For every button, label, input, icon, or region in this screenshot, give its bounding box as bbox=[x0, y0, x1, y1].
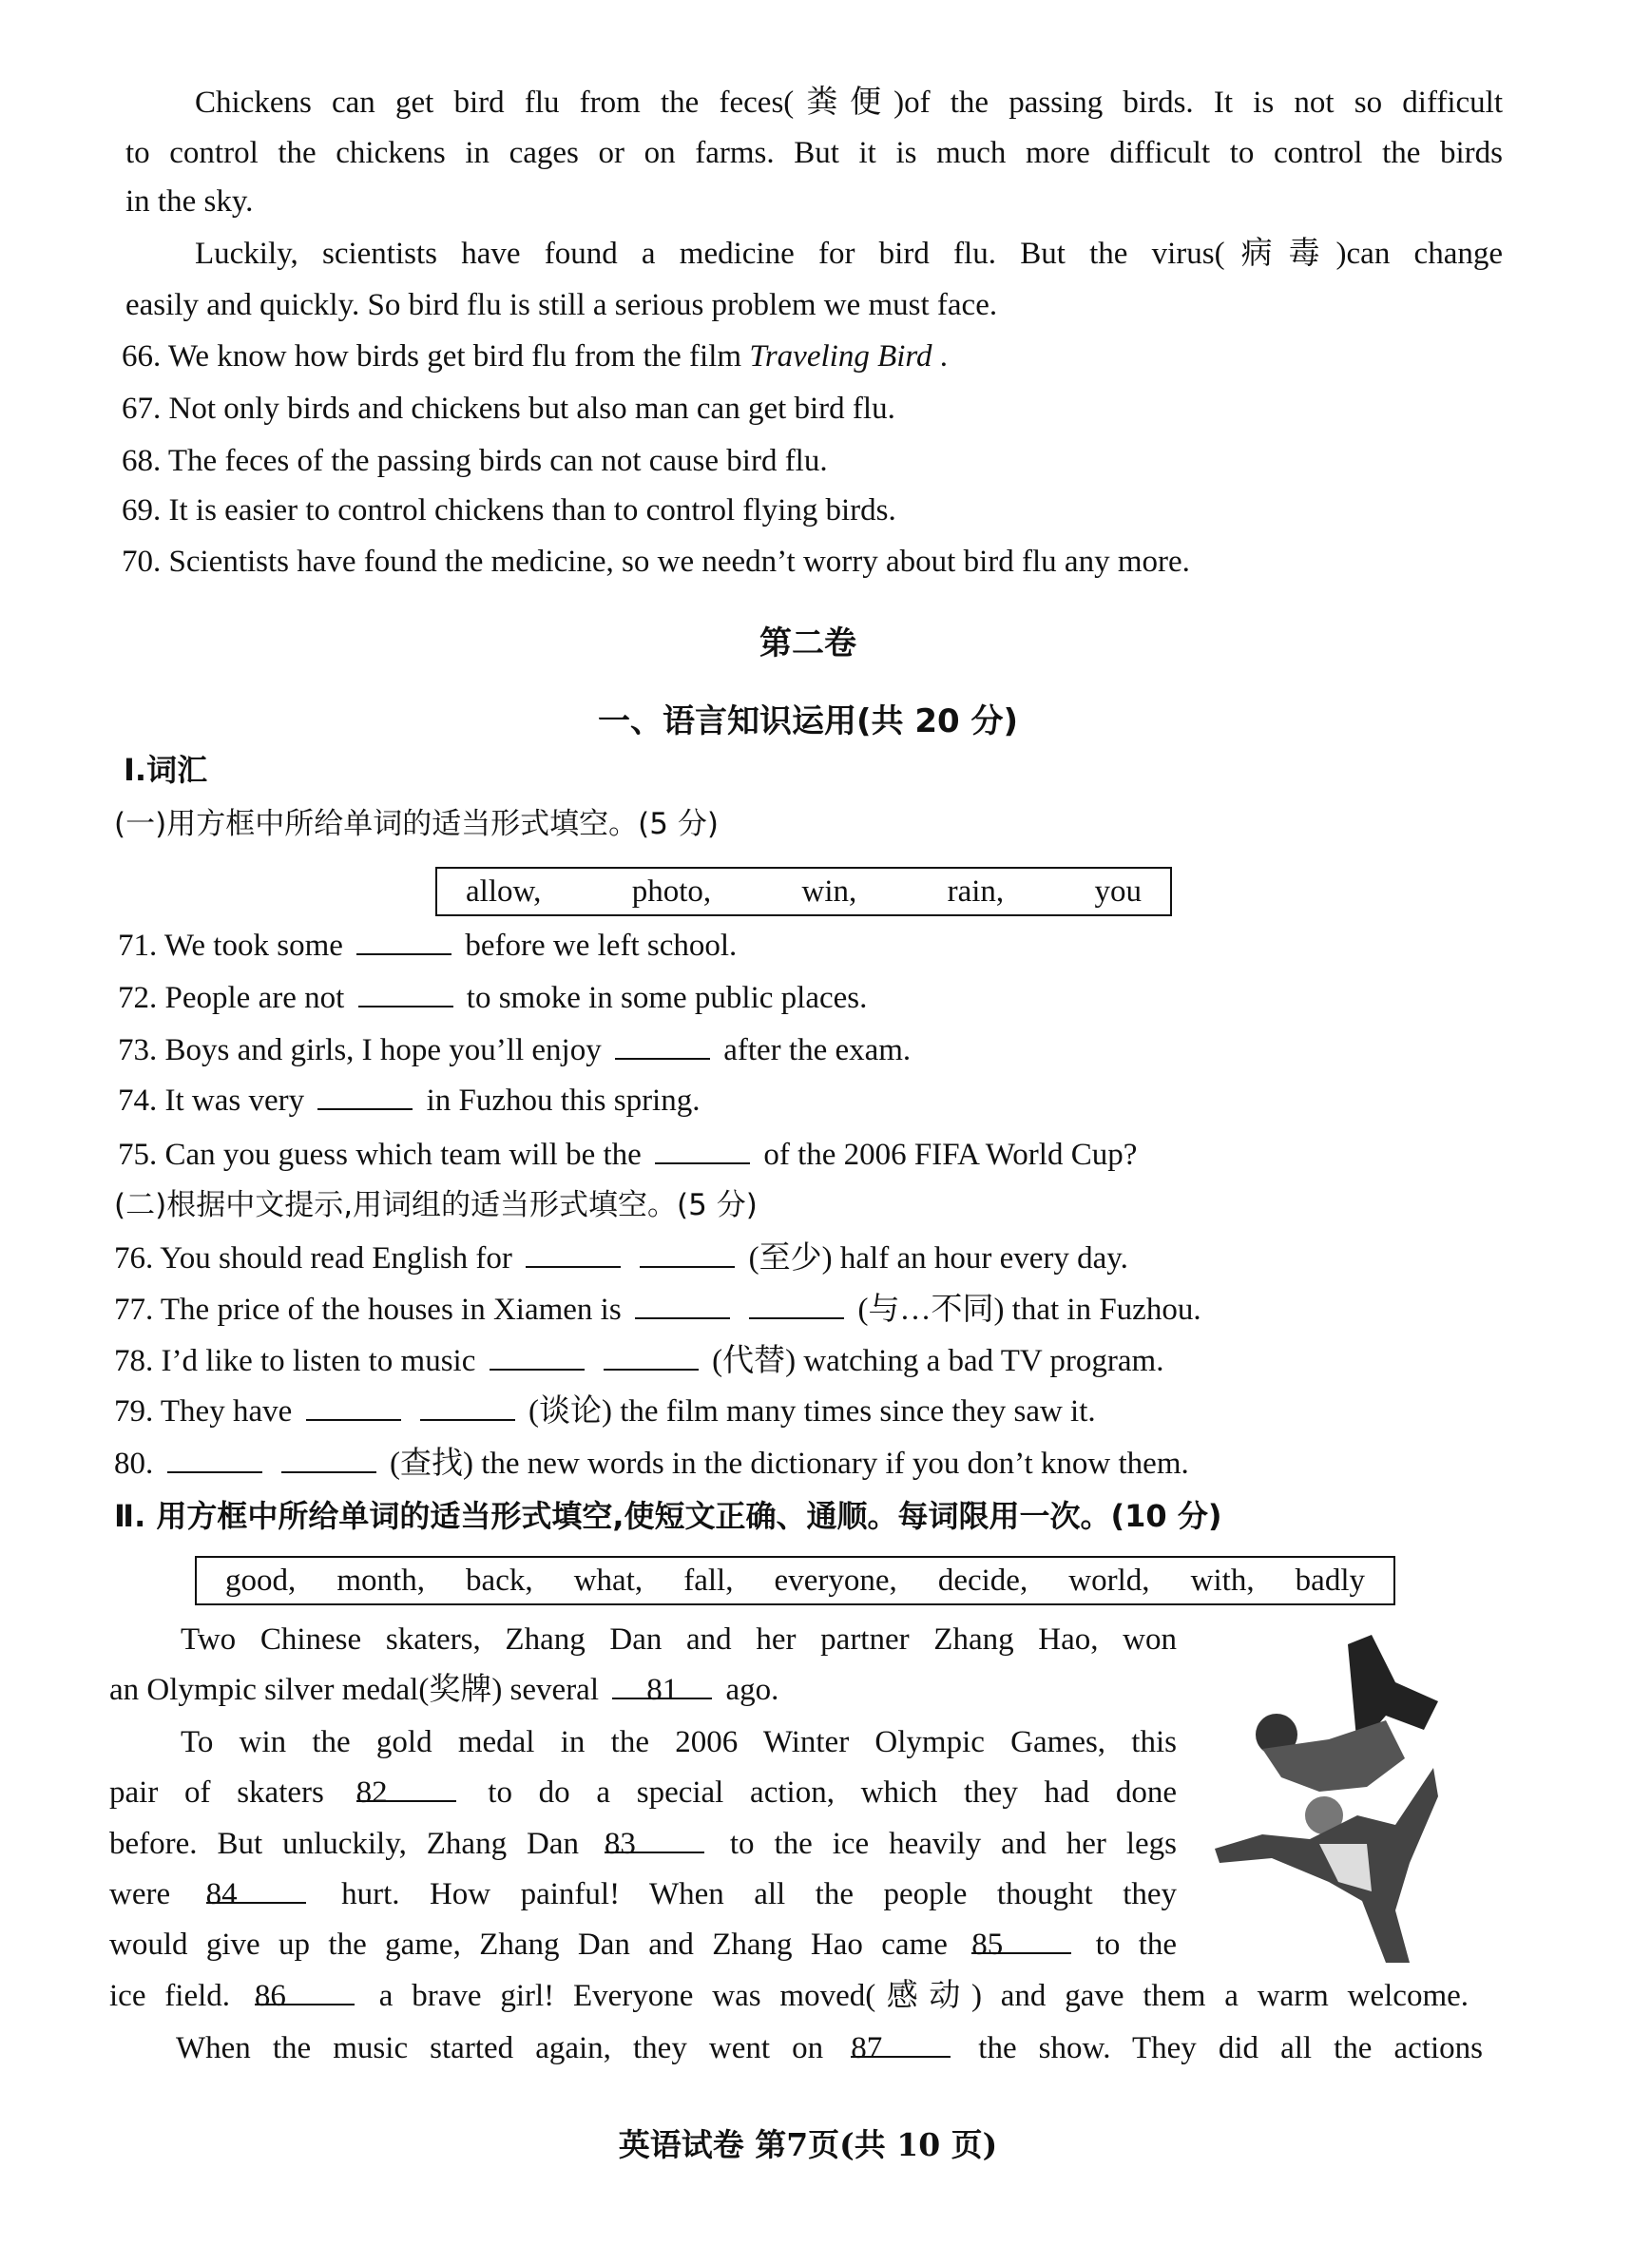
text-segment: 73. Boys and girls, I hope you’ll enjoy bbox=[118, 1033, 602, 1067]
item-71 bbox=[118, 922, 737, 969]
text-segment: 67. Not only birds and chickens but also man can get bird flu. bbox=[122, 392, 895, 426]
passage-line bbox=[109, 1921, 1177, 1968]
passage-line bbox=[109, 1666, 778, 1714]
text-segment: 68. The feces of the passing birds can not cause bird flu. bbox=[122, 444, 828, 478]
text-segment: ice field. bbox=[109, 1979, 231, 2013]
statement-68 bbox=[122, 437, 828, 485]
text-segment: hurt. How painful! When all the people thought they bbox=[341, 1877, 1177, 1911]
text-segment: Chickens can get bird flu from the feces(粪便)of the passing birds. It is not so difficult bbox=[195, 86, 1503, 120]
text-segment: Luckily, scientists have found a medicine for bird flu. But the virus(病毒)can change bbox=[195, 237, 1503, 271]
item-79 bbox=[114, 1388, 1096, 1435]
answer-blank[interactable] bbox=[604, 1340, 699, 1371]
text-segment: To win the gold medal in the 2006 Winter Olympic Games, this bbox=[181, 1725, 1177, 1759]
text-segment: in Fuzhou this spring. bbox=[426, 1084, 701, 1118]
reading-line bbox=[125, 281, 997, 329]
answer-blank[interactable] bbox=[317, 1080, 413, 1110]
text-segment: 74. It was very bbox=[118, 1084, 305, 1118]
item-80 bbox=[114, 1440, 1189, 1487]
answer-blank[interactable] bbox=[640, 1238, 735, 1268]
text-segment: 80. bbox=[114, 1447, 154, 1481]
sub2-title: (二)根据中文提示,用词组的适当形式填空。(5 分) bbox=[114, 1188, 758, 1222]
passage-line bbox=[181, 1616, 1177, 1663]
text-segment: pair of skaters bbox=[109, 1775, 324, 1810]
text-segment: 71. We took some bbox=[118, 929, 343, 963]
item-74 bbox=[118, 1077, 700, 1124]
text-segment: 72. People are not bbox=[118, 981, 345, 1015]
passage-line bbox=[176, 2024, 1483, 2072]
text-segment: an Olympic silver medal(奖牌) several bbox=[109, 1673, 599, 1707]
text-segment: of the 2006 FIFA World Cup? bbox=[763, 1138, 1138, 1172]
answer-blank[interactable] bbox=[167, 1443, 262, 1473]
answer-blank[interactable] bbox=[526, 1238, 621, 1268]
page-footer: 英语试卷 第7页(共 10 页) bbox=[618, 2126, 998, 2163]
statement-69 bbox=[122, 487, 896, 534]
statement-67 bbox=[122, 385, 895, 432]
text-segment: (代替) watching a bad TV program. bbox=[712, 1344, 1164, 1378]
answer-blank[interactable] bbox=[490, 1340, 585, 1371]
text-segment: before. But unluckily, Zhang Dan bbox=[109, 1827, 579, 1861]
skaters-photo bbox=[1205, 1625, 1443, 1967]
item-77 bbox=[114, 1286, 1201, 1334]
text-segment: ago. bbox=[725, 1673, 779, 1707]
reading-line bbox=[195, 79, 1503, 126]
text-segment: 79. They have bbox=[114, 1394, 293, 1429]
answer-blank-86[interactable]: 86 bbox=[255, 1975, 355, 2005]
answer-blank[interactable] bbox=[615, 1029, 710, 1060]
answer-blank[interactable] bbox=[358, 977, 453, 1007]
answer-blank-87[interactable]: 87 bbox=[851, 2027, 951, 2058]
answer-blank-81[interactable]: 81 bbox=[612, 1669, 712, 1699]
passage-line bbox=[109, 1820, 1177, 1868]
answer-blank[interactable] bbox=[306, 1391, 401, 1421]
text-segment: after the exam. bbox=[723, 1033, 912, 1067]
section1-title: 一、语言知识运用(共 20 分) bbox=[597, 702, 1019, 740]
answer-blank-85[interactable]: 85 bbox=[971, 1924, 1071, 1954]
text-segment: (与…不同) that in Fuzhou. bbox=[857, 1293, 1201, 1327]
answer-blank[interactable] bbox=[635, 1289, 730, 1319]
statement-66 bbox=[122, 333, 948, 380]
passage-line bbox=[109, 1769, 1177, 1816]
vocab-title: Ⅰ.词汇 bbox=[124, 752, 208, 788]
answer-blank-84[interactable]: 84 bbox=[206, 1873, 306, 1904]
text-segment: to the bbox=[1095, 1928, 1177, 1962]
text-segment: in the sky. bbox=[125, 184, 254, 219]
section2-title: Ⅱ. 用方框中所给单词的适当形式填空,使短文正确、通顺。每词限用一次。(10 分) bbox=[114, 1498, 1222, 1534]
word-box-2: good, month, back, what, fall, everyone, decide, world, with, badly bbox=[195, 1556, 1395, 1605]
text-segment: . bbox=[939, 339, 949, 374]
item-78 bbox=[114, 1337, 1163, 1385]
passage-line bbox=[109, 1972, 1469, 2020]
text-segment: 70. Scientists have found the medicine, so we needn’t worry about bird flu any more. bbox=[122, 545, 1190, 579]
item-73 bbox=[118, 1027, 911, 1074]
reading-line bbox=[125, 129, 1503, 177]
text-segment: the show. They did all the actions bbox=[978, 2031, 1483, 2065]
text-segment: to smoke in some public places. bbox=[466, 981, 868, 1015]
text-segment: 66. We know how birds get bird flu from the film bbox=[122, 339, 750, 374]
answer-blank[interactable] bbox=[420, 1391, 515, 1421]
answer-blank[interactable] bbox=[281, 1443, 376, 1473]
text-segment: to do a special action, which they had done bbox=[488, 1775, 1177, 1810]
answer-blank-83[interactable]: 83 bbox=[605, 1823, 704, 1853]
word-box-1: allow, photo, win, rain, you bbox=[435, 867, 1172, 916]
text-segment: (谈论) the film many times since they saw it. bbox=[528, 1394, 1096, 1429]
part2-title: 第二卷 bbox=[759, 624, 856, 662]
text-segment: easily and quickly. So bird flu is still a serious problem we must face. bbox=[125, 288, 998, 322]
text-segment: to the ice heavily and her legs bbox=[729, 1827, 1177, 1861]
passage-line bbox=[181, 1718, 1177, 1766]
answer-blank[interactable] bbox=[749, 1289, 844, 1319]
text-segment: 69. It is easier to control chickens than to control flying birds. bbox=[122, 493, 896, 528]
text-segment: (至少) half an hour every day. bbox=[748, 1241, 1128, 1276]
text-segment: (查找) the new words in the dictionary if you don’t know them. bbox=[390, 1447, 1189, 1481]
reading-line bbox=[195, 230, 1503, 278]
item-75 bbox=[118, 1131, 1137, 1179]
text-segment: Two Chinese skaters, Zhang Dan and her partner Zhang Hao, won bbox=[181, 1622, 1177, 1657]
item-72 bbox=[118, 974, 867, 1022]
sub1-title: (一)用方框中所给单词的适当形式填空。(5 分) bbox=[114, 807, 719, 841]
text-segment: to control the chickens in cages or on farms. But it is much more difficult to control the birds bbox=[125, 136, 1503, 170]
text-segment: before we left school. bbox=[465, 929, 738, 963]
statement-70 bbox=[122, 538, 1190, 585]
text-segment: When the music started again, they went on bbox=[176, 2031, 824, 2065]
passage-line bbox=[109, 1871, 1177, 1918]
text-segment: would give up the game, Zhang Dan and Zhang Hao came bbox=[109, 1928, 948, 1962]
answer-blank[interactable] bbox=[655, 1134, 750, 1164]
text-segment: 77. The price of the houses in Xiamen is bbox=[114, 1293, 622, 1327]
answer-blank[interactable] bbox=[356, 925, 451, 955]
reading-line bbox=[125, 178, 253, 225]
text-segment: 76. You should read English for bbox=[114, 1241, 512, 1276]
film-title: Traveling Bird bbox=[749, 339, 932, 374]
text-segment: were bbox=[109, 1877, 171, 1911]
answer-blank-82[interactable]: 82 bbox=[356, 1772, 456, 1802]
text-segment: a brave girl! Everyone was moved(感动) and gave them a warm welcome. bbox=[378, 1979, 1469, 2013]
text-segment: 78. I’d like to listen to music bbox=[114, 1344, 476, 1378]
item-76 bbox=[114, 1235, 1128, 1282]
text-segment: 75. Can you guess which team will be the bbox=[118, 1138, 642, 1172]
